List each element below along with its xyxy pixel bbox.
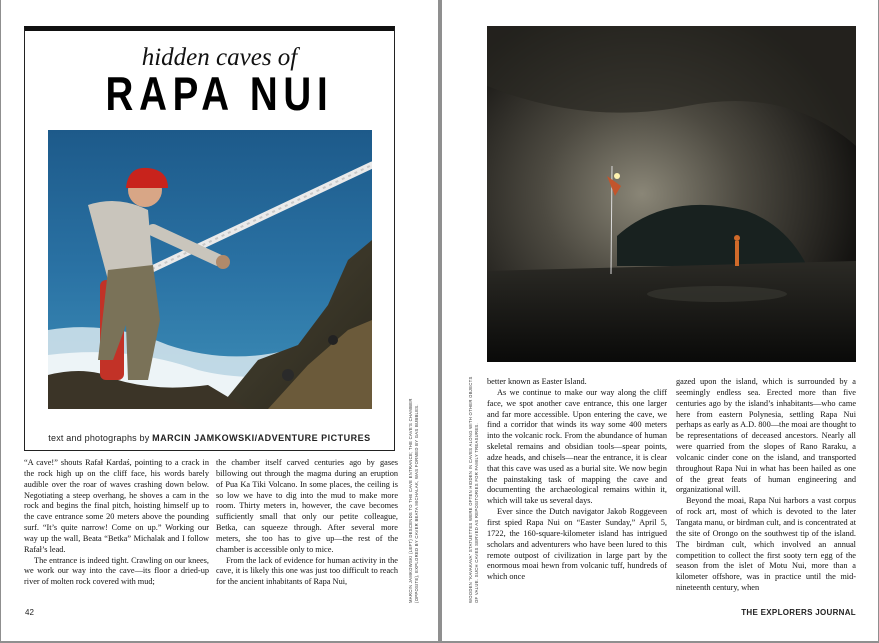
side-caption: MARCIN JAMKOWSKI (LEFT) DESCENDS TO THE CAVE ENTRANCE; THE CAVE'S CHAMBER <box>408 398 413 603</box>
running-footer: THE EXPLORERS JOURNAL <box>741 608 856 617</box>
left-page <box>1 0 438 641</box>
photo-credit <box>24 433 395 443</box>
cliff-rappel-photo <box>48 130 372 409</box>
paragraph: “A cave!” shouts Rafał Kardaś, pointing to a crack in the rock high up on the cliff face, his words barely audible over the roar of waves crashing down below. Negotiating a steep overhang, he shoves a cam in the rock and begins the final pitch, hoisting himself up to the cave entrance some 20 meters above the pounding surf. “It’s quite narrow! Come on up.” Working our way up the wall, Beata “Betka” Michalak and I follow Rafał’s lead. <box>24 458 209 554</box>
page-number: 42 <box>25 608 34 617</box>
paragraph: the chamber itself carved centuries ago by gases billowing out through the magma during an eruption of Pua Ka Tiki Volcano. In some places, the ceiling is so low we have to dig into the mud to make more room. Thirty meters in, however, the cave becomes sufficiently small that only our petite colleague, Betka, can squeeze through. After several more meters, she too has to give up—the rest of the chamber is accessible only to mice. <box>216 458 398 554</box>
paragraph: better known as Easter Island. <box>487 377 587 386</box>
left-column-1 <box>24 458 209 588</box>
right-column-1 <box>487 377 667 583</box>
side-caption: (OPPOSITE), EXPLORED BY CAVER BEATA MICHALAK, WAS FORMED BY GAS BUBBLES. <box>414 404 419 603</box>
right-page <box>442 0 878 641</box>
right-column-2 <box>676 377 856 594</box>
paragraph: As we continue to make our way along the cliff face, we spot another cave entrance, this one larger and far more accessible. Upon entering the cave, we find a corridor that winds its way some 400 meters into the volcanic rock. From the abundance of human skeletal remains and obsidian tools—spear points, adze heads, and chisels—near the entrance, it is clear that this cave was used as a burial site. We now begin the painstaking task of mapping the cave and documenting the archaeological remains within it, which will take us several days. <box>487 387 667 506</box>
paragraph: The entrance is indeed tight. Crawling on our knees, we work our way into the cave—its floor a dried-up river of molten rock covered with mud; <box>24 555 209 587</box>
side-caption: WOODEN “KAVAKAVA” STATUETTES WERE OFTEN HIDDEN IN CAVES ALONG WITH OTHER OBJECTS <box>468 376 473 603</box>
paragraph: Beyond the moai, Rapa Nui harbors a vast corpus of rock art, most of which is devoted to the later Tangata manu, or birdman cult, and is concentrated at the site of Orongo on the southwest tip of the island. The birdman cult, which involved an annual competition to collect the first sooty tern egg of the season from the islet of Motu Nui, more than a kilometer offshore, was in practice until the mid-nineteenth century, when <box>676 496 856 593</box>
paragraph: Ever since the Dutch navigator Jakob Roggeveen first spied Rapa Nui on “Easter Sunday,” April 5, 1722, the 160-square-kilometer island has intrigued scholars and adventurers who have been lured to this remote outpost of civilization in large part by the enormous moai hewn from volcanic tuff, hundreds of which once <box>487 507 667 582</box>
left-column-2 <box>216 458 398 588</box>
credit-name: MARCIN JAMKOWSKI/ADVENTURE PICTURES <box>152 433 371 443</box>
credit-prefix: text and photographs by <box>48 433 150 443</box>
kicker: hidden caves of <box>141 44 298 71</box>
cave-chamber-photo <box>487 26 856 362</box>
paragraph: gazed upon the island, which is surrounded by a seemingly endless sea. Erected more than five centuries ago by the island’s inhabitants—who came here from eastern Polynesia, settling Rapa Nui perhaps as early as A.D. 800—the moai are thought to be representations of deceased ancestors. Nearly all were quarried from the slopes of Rano Raraku, a volcanic cinder cone on the island, and transported throughout Rapa Nui in what has been hailed as one of the great feats of human engineering and organizational will. <box>676 377 856 495</box>
headline: RAPA NUI <box>105 67 334 120</box>
side-caption: OF VALUE. SUCH CAVES SERVED AS REPOSITORIES FOR FAMILY TREASURES. <box>474 423 479 603</box>
paragraph: From the lack of evidence for human activity in the cave, it is likely this one was just too difficult to reach for the ancient inhabitants of Rapa Nui, <box>216 555 398 587</box>
